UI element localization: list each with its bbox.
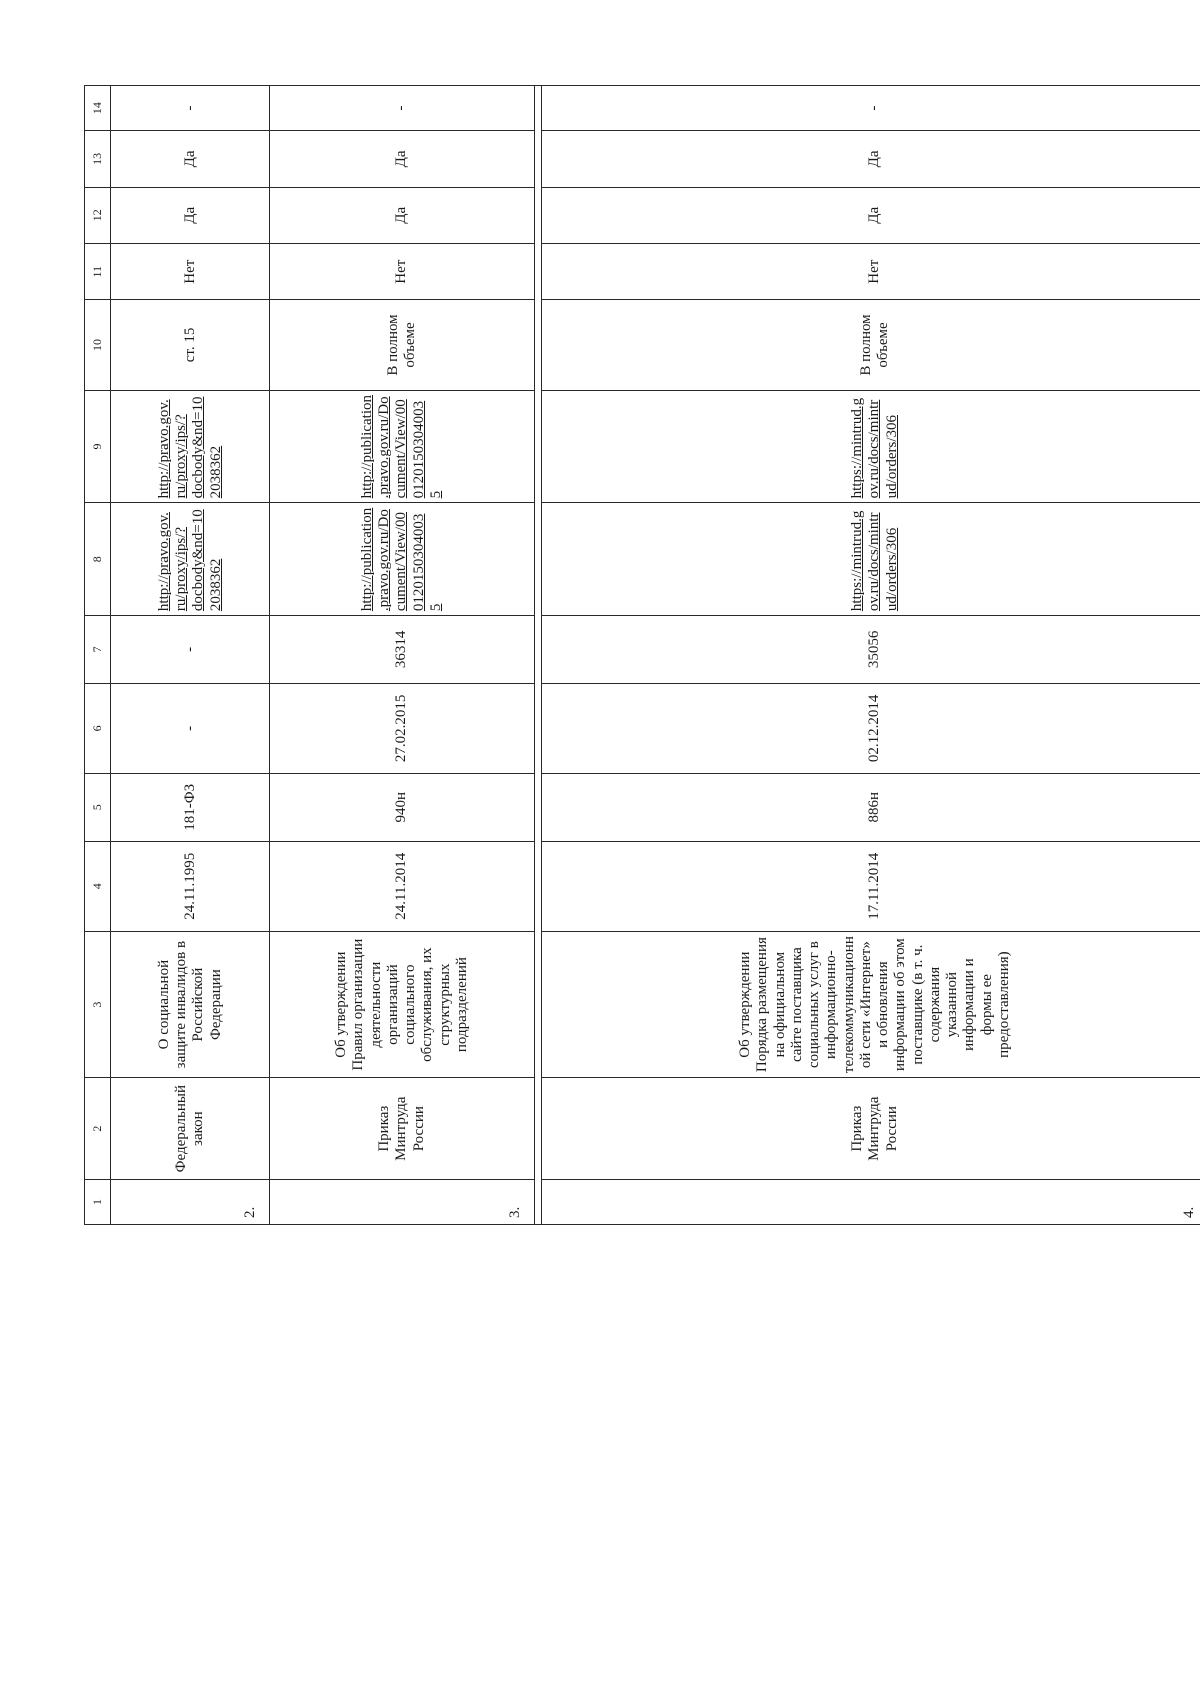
row-number: 2. xyxy=(111,1179,270,1224)
column-number: 11 xyxy=(85,243,111,299)
doc-title-cell: О социальной защите инвалидов в Российской Федерации xyxy=(111,931,270,1078)
reg-date-cell: 02.12.2014 xyxy=(542,683,1200,773)
doc-date-cell: 24.11.2014 xyxy=(270,841,535,931)
doc-number-cell: 886н xyxy=(542,773,1200,841)
col13-cell: Да xyxy=(111,131,270,187)
doc-type-cell: Приказ Минтруда России xyxy=(542,1078,1200,1179)
table-row xyxy=(111,86,270,1225)
column-number: 10 xyxy=(85,300,111,390)
table-row xyxy=(542,86,1200,1225)
column-number: 3 xyxy=(85,931,111,1078)
text-link[interactable]: http://publication.pravo.gov.ru/Document/View/0001201503040035 xyxy=(358,395,444,499)
col14-cell: - xyxy=(270,86,535,131)
scope-cell: В полном объеме xyxy=(542,300,1200,390)
row-number: 3. xyxy=(270,1179,535,1224)
col11-cell: Нет xyxy=(542,243,1200,299)
doc-type-cell: Федеральный закон xyxy=(111,1078,270,1179)
col13-cell: Да xyxy=(270,131,535,187)
column-number: 13 xyxy=(85,131,111,187)
reg-number-cell: 35056 xyxy=(542,616,1200,684)
column-number-row xyxy=(85,86,111,1225)
scope-cell: ст. 15 xyxy=(111,300,270,390)
col12-cell: Да xyxy=(270,187,535,243)
text-link-cell xyxy=(111,390,270,503)
col11-cell: Нет xyxy=(270,243,535,299)
column-number: 6 xyxy=(85,683,111,773)
col13-cell: Да xyxy=(542,131,1200,187)
separator-cell xyxy=(534,86,541,1225)
col14-cell: - xyxy=(111,86,270,131)
rotated-table-sheet xyxy=(84,85,1200,1225)
col12-cell: Да xyxy=(111,187,270,243)
column-number: 8 xyxy=(85,503,111,616)
column-number: 5 xyxy=(85,773,111,841)
doc-date-cell: 17.11.2014 xyxy=(542,841,1200,931)
row-number: 4. xyxy=(542,1179,1200,1224)
column-number: 9 xyxy=(85,390,111,503)
doc-type-cell: Приказ Минтруда России xyxy=(270,1078,535,1179)
doc-title-cell: Об утверждении Порядка размещения на официальном сайте поставщика социальных услуг в информационно-телекоммуникационной сети «Интернет» и обновления информации об этом поставщике (в т. ч. содержания указанной информации и формы ее предоставления) xyxy=(542,931,1200,1078)
column-number: 12 xyxy=(85,187,111,243)
text-link-cell xyxy=(270,390,535,503)
reg-number-cell: 36314 xyxy=(270,616,535,684)
doc-date-cell: 24.11.1995 xyxy=(111,841,270,931)
column-number: 14 xyxy=(85,86,111,131)
doc-number-cell: 940н xyxy=(270,773,535,841)
row-separator xyxy=(534,86,541,1225)
official-link[interactable]: http://publication.pravo.gov.ru/Document/View/0001201503040035 xyxy=(358,507,444,612)
reg-number-cell: - xyxy=(111,616,270,684)
column-number: 7 xyxy=(85,616,111,684)
column-number: 1 xyxy=(85,1179,111,1224)
col11-cell: Нет xyxy=(111,243,270,299)
regulations-table xyxy=(84,85,1200,1225)
col12-cell: Да xyxy=(542,187,1200,243)
column-number: 4 xyxy=(85,841,111,931)
reg-date-cell: 27.02.2015 xyxy=(270,683,535,773)
doc-title-cell: Об утверждении Правил организации деятельности организаций социального обслуживания, их структурных подразделений xyxy=(270,931,535,1078)
reg-date-cell: - xyxy=(111,683,270,773)
scope-cell: В полном объеме xyxy=(270,300,535,390)
text-link-cell xyxy=(542,390,1200,503)
col14-cell: - xyxy=(542,86,1200,131)
official-link-cell xyxy=(111,503,270,616)
text-link[interactable]: https://mintrud.gov.ru/docs/mintrud/orders/306 xyxy=(849,397,900,499)
official-link-cell xyxy=(542,503,1200,616)
official-link[interactable]: http://pravo.gov.ru/proxy/ips/?docbody&nd=102038362 xyxy=(155,509,224,612)
official-link[interactable]: https://mintrud.gov.ru/docs/mintrud/orders/306 xyxy=(849,510,900,612)
doc-number-cell: 181-ФЗ xyxy=(111,773,270,841)
table-row xyxy=(270,86,535,1225)
column-number: 2 xyxy=(85,1078,111,1179)
official-link-cell xyxy=(270,503,535,616)
text-link[interactable]: http://pravo.gov.ru/proxy/ips/?docbody&nd=102038362 xyxy=(155,396,224,499)
